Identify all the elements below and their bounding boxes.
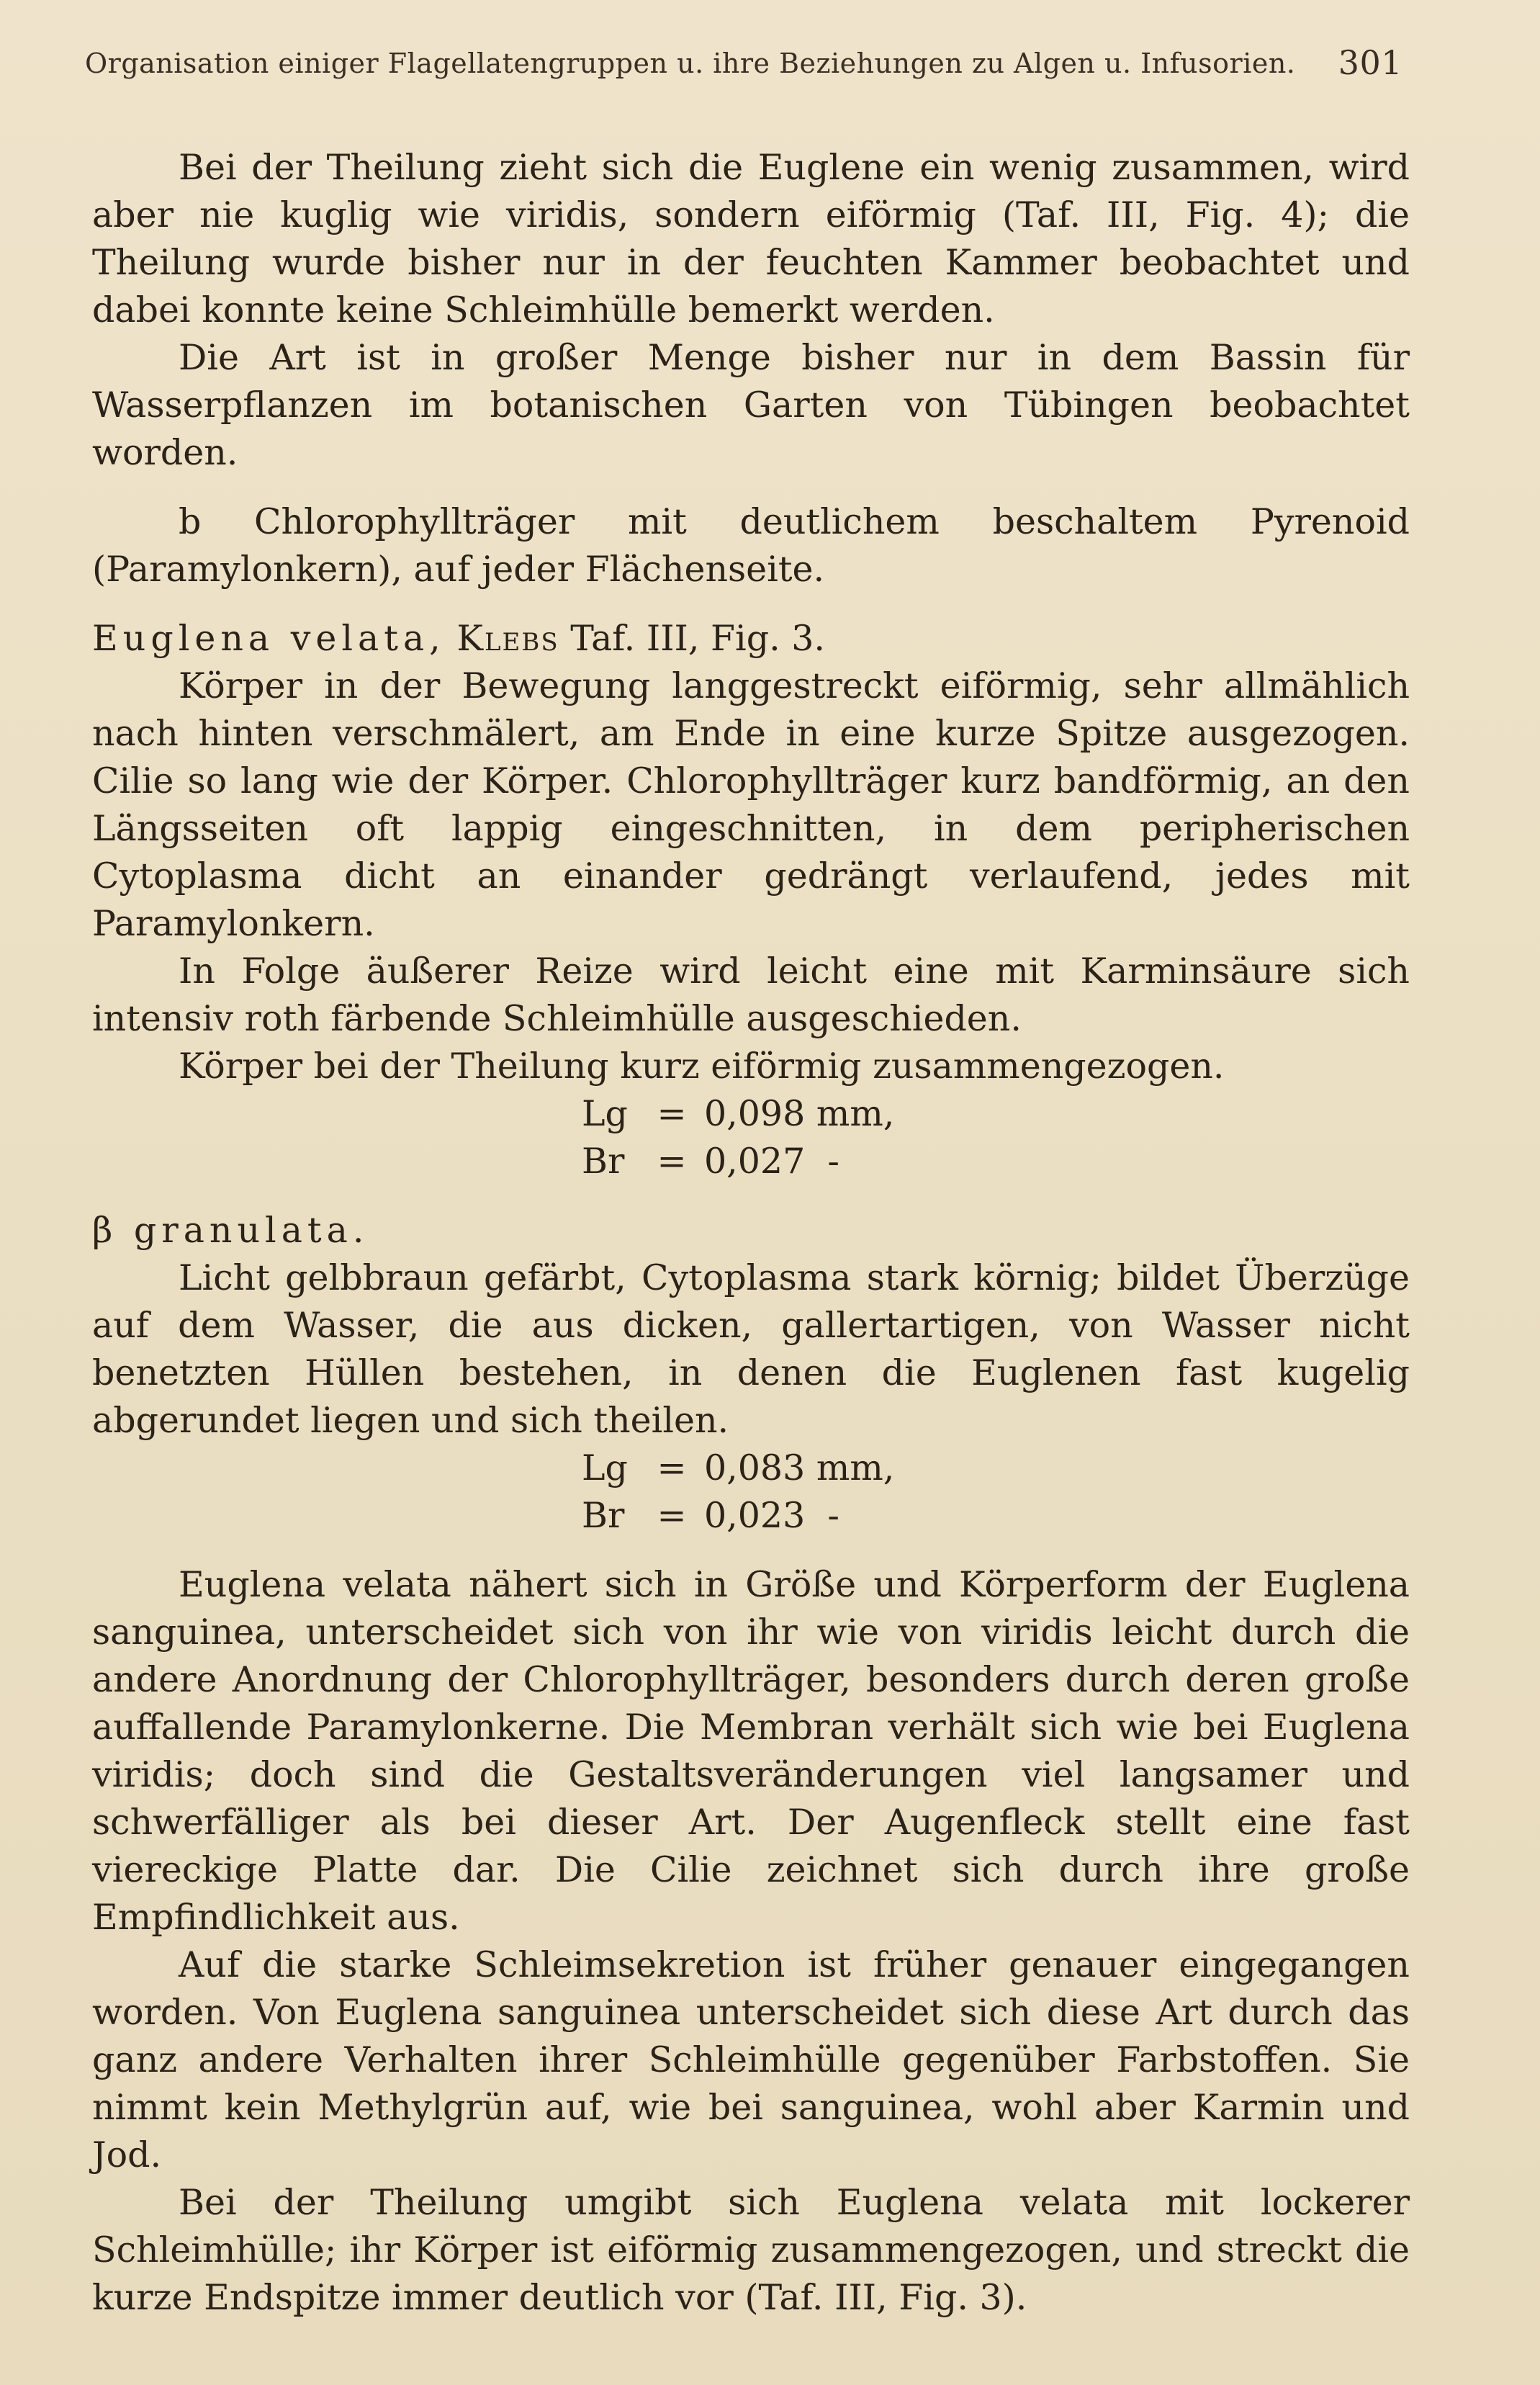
paragraph-mucus: In Folge äußerer Reize wird leicht eine mit Karminsäure sich intensiv roth färbende Schleimhülle ausgeschieden. [92,951,1410,1039]
page-body [92,144,1410,2322]
paragraph-division-shape: Körper bei der Theilung kurz eiförmig zusammengezogen. [179,1046,1225,1087]
species-heading [92,615,1410,662]
running-header [85,43,1402,82]
paragraph-comparison: Euglena velata nähert sich in Größe und Körperform der Euglena sanguinea, unterscheidet sich von ihr wie von viridis leicht durch die andere Anordnung der Chlorophyllträger, besonders durch deren große auffallende Paramylonkerne. Die Membran verhält sich wie bei Euglena viridis; doch sind die Gestaltsveränderungen viel langsamer und schwerfälliger als bei dieser Art. Der Augenfleck stellt eine fast viereckige Platte dar. Die Cilie zeichnet sich durch ihre große Empfindlichkeit aus. [92,1564,1410,1938]
section-heading-b: b Chlorophyllträger mit deutlichem beschaltem Pyrenoid (Paramylonkern), auf jeder Flächenseite. [92,501,1410,590]
measurement-length-variety: Lg = 0,083 mm, [582,1447,895,1488]
variety-heading: β granulata. [92,1210,369,1251]
species-author: Klebs [456,618,559,659]
paragraph-mucus-secretion: Auf die starke Schleimsekretion ist früher genauer eingegangen worden. Von Euglena sanguinea unterscheidet sich diese Art durch das ganz andere Verhalten ihrer Schleimhülle gegenüber Farbstoffen. Sie nimmt kein Methylgrün auf, wie bei sanguinea, wohl aber Karmin und Jod. [92,1944,1410,2175]
measurement-breadth: Br = 0,027 - [582,1141,839,1182]
paragraph-variety: Licht gelbbraun gefärbt, Cytoplasma stark körnig; bildet Überzüge auf dem Wasser, die aus dicken, gallertartigen, von Wasser nicht benetzten Hüllen bestehen, in denen die Euglenen fast kugelig abgerundet liegen und sich theilen. [92,1257,1410,1441]
paragraph-division-mucus: Bei der Theilung umgibt sich Euglena velata mit lockerer Schleimhülle; ihr Körper ist eiförmig zusammengezogen, und streckt die kurze Endspitze immer deutlich vor (Taf. III, Fig. 3). [92,2182,1410,2318]
running-title: Organisation einiger Flagellatengruppen u. ihre Beziehungen zu Algen u. Infusorien. [85,48,1296,79]
measurement-length: Lg = 0,098 mm, [582,1093,895,1134]
species-name: Euglena velata, [92,618,446,659]
paragraph-occurrence: Die Art ist in großer Menge bisher nur in dem Bassin für Wasserpflanzen im botanischen Garten von Tübingen beobachtet worden. [92,337,1410,473]
page-number: 301 [1338,43,1402,82]
paragraph-description: Körper in der Bewegung langgestreckt eiförmig, sehr allmählich nach hinten verschmälert, am Ende in eine kurze Spitze ausgezogen. Cilie so lang wie der Körper. Chlorophyllträger kurz bandförmig, an den Längsseiten oft lappig eingeschnitten, in dem peripherischen Cytoplasma dicht an einander gedrängt verlaufend, jedes mit Paramylonkern. [92,665,1410,944]
paragraph-division: Bei der Theilung zieht sich die Euglene ein wenig zusammen, wird aber nie kuglig wie viridis, sondern eiförmig (Taf. III, Fig. 4); die Theilung wurde bisher nur in der feuchten Kammer beobachtet und dabei konnte keine Schleimhülle bemerkt werden. [92,147,1410,331]
species-figure-ref: Taf. III, Fig. 3. [570,618,825,659]
measurement-breadth-variety: Br = 0,023 - [582,1495,839,1536]
